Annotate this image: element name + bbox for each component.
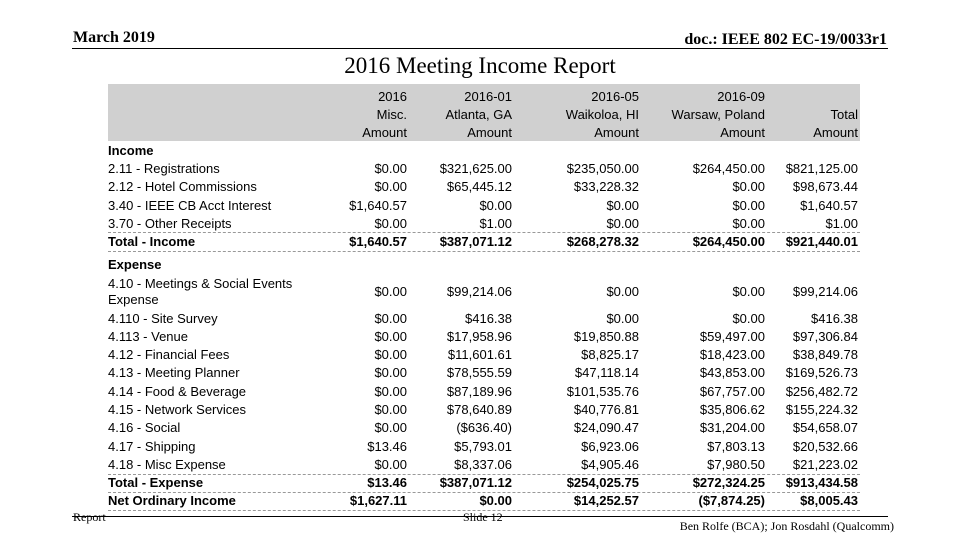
table-row: 4.18 - Misc Expense $0.00 $8,337.06 $4,905.46 $7,980.50 $21,223.02 — [108, 457, 858, 472]
table-row: 2.12 - Hotel Commissions $0.00 $65,445.12 $33,228.32 $0.00 $98,673.44 — [108, 179, 858, 194]
table-row: 4.110 - Site Survey $0.00 $416.38 $0.00 $0.00 $416.38 — [108, 311, 858, 326]
header-divider — [72, 48, 888, 49]
table-header — [108, 84, 860, 141]
table-row: 3.70 - Other Receipts $0.00 $1.00 $0.00 $0.00 $1.00 — [108, 216, 858, 231]
total-expense-row: Total - Expense $13.46 $387,071.12 $254,025.75 $272,324.25 $913,434.58 — [108, 475, 858, 490]
total-income-row: Total - Income $1,640.57 $387,071.12 $268,278.32 $264,450.00 $921,440.01 — [108, 234, 858, 249]
column-header-total: Total Amount — [813, 107, 858, 140]
slide-number: Slide 12 — [463, 510, 503, 524]
column-header-misc: 2016 Misc. Amount — [362, 89, 407, 140]
section-expense-label: Expense — [108, 257, 162, 272]
table-row: 4.12 - Financial Fees $0.00 $11,601.61 $8,825.17 $18,423.00 $38,849.78 — [108, 347, 858, 362]
section-income-label: Income — [108, 143, 154, 158]
table-row: 2.11 - Registrations $0.00 $321,625.00 $235,050.00 $264,450.00 $821,125.00 — [108, 161, 858, 176]
column-header-atlanta: 2016-01 Atlanta, GA Amount — [445, 89, 512, 140]
table-row: 3.40 - IEEE CB Acct Interest $1,640.57 $0.00 $0.00 $0.00 $1,640.57 — [108, 198, 858, 213]
table-row: 4.17 - Shipping $13.46 $5,793.01 $6,923.06 $7,803.13 $20,532.66 — [108, 439, 858, 454]
row-divider — [108, 251, 860, 252]
table-row: 4.14 - Food & Beverage $0.00 $87,189.96 $101,535.76 $67,757.00 $256,482.72 — [108, 384, 858, 399]
net-ordinary-income-row: Net Ordinary Income $1,627.11 $0.00 $14,252.57 ($7,874.25) $8,005.43 — [108, 493, 858, 508]
footer-label: Report — [73, 510, 106, 524]
table-row: 4.16 - Social $0.00 ($636.40) $24,090.47 $31,204.00 $54,658.07 — [108, 420, 858, 435]
header-doc-id: doc.: IEEE 802 EC-19/0033r1 — [684, 31, 887, 48]
page-title: 2016 Meeting Income Report — [344, 53, 616, 78]
table-row: 4.13 - Meeting Planner $0.00 $78,555.59 $47,118.14 $43,853.00 $169,526.73 — [108, 365, 858, 380]
table-row: 4.15 - Network Services $0.00 $78,640.89 $40,776.81 $35,806.62 $155,224.32 — [108, 402, 858, 417]
column-header-warsaw: 2016-09 Warsaw, Poland Amount — [671, 89, 765, 140]
footer-authors: Ben Rolfe (BCA); Jon Rosdahl (Qualcomm) — [679, 519, 894, 533]
table-row: 4.113 - Venue $0.00 $17,958.96 $19,850.88 $59,497.00 $97,306.84 — [108, 329, 858, 344]
table-row: 4.10 - Meetings & Social Events Expense $0.00 $99,214.06 $0.00 $0.00 $99,214.06 — [108, 276, 858, 307]
header-date: March 2019 — [73, 29, 155, 46]
column-header-waikoloa: 2016-05 Waikoloa, HI Amount — [565, 89, 639, 140]
